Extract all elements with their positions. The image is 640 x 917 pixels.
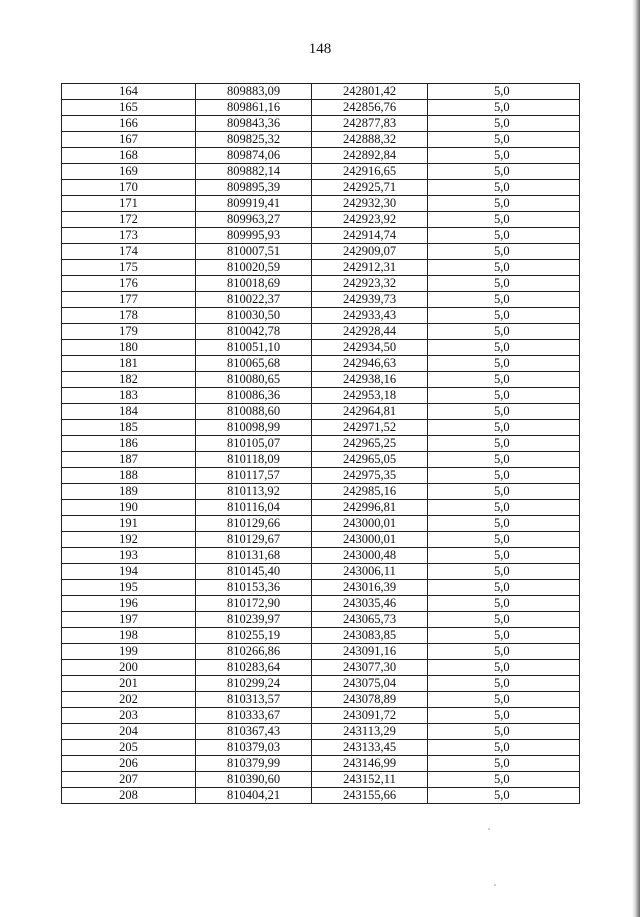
y-coordinate-cell: 242938,16 <box>312 372 428 388</box>
x-coordinate-cell: 810113,92 <box>196 484 312 500</box>
x-coordinate-cell: 810022,37 <box>196 292 312 308</box>
y-coordinate-cell: 242932,30 <box>312 196 428 212</box>
table-row <box>62 100 580 116</box>
table-row <box>62 196 580 212</box>
point-number-cell: 201 <box>62 676 196 692</box>
y-coordinate-cell: 242953,18 <box>312 388 428 404</box>
value-cell: 5,0 <box>428 740 580 756</box>
x-coordinate-cell: 810266,86 <box>196 644 312 660</box>
point-number-cell: 181 <box>62 356 196 372</box>
coordinates-table-body <box>62 84 580 804</box>
point-number-cell: 188 <box>62 468 196 484</box>
table-row <box>62 260 580 276</box>
value-cell: 5,0 <box>428 116 580 132</box>
table-row <box>62 452 580 468</box>
point-number-cell: 177 <box>62 292 196 308</box>
point-number-cell: 204 <box>62 724 196 740</box>
page-number: 148 <box>308 41 332 57</box>
value-cell: 5,0 <box>428 692 580 708</box>
x-coordinate-cell: 810145,40 <box>196 564 312 580</box>
value-cell: 5,0 <box>428 148 580 164</box>
y-coordinate-cell: 242925,71 <box>312 180 428 196</box>
point-number-cell: 196 <box>62 596 196 612</box>
table-row <box>62 772 580 788</box>
value-cell: 5,0 <box>428 372 580 388</box>
y-coordinate-cell: 242996,81 <box>312 500 428 516</box>
y-coordinate-cell: 242909,07 <box>312 244 428 260</box>
y-coordinate-cell: 243152,11 <box>312 772 428 788</box>
table-row <box>62 132 580 148</box>
value-cell: 5,0 <box>428 164 580 180</box>
table-row <box>62 596 580 612</box>
x-coordinate-cell: 810116,04 <box>196 500 312 516</box>
point-number-cell: 168 <box>62 148 196 164</box>
table-row <box>62 308 580 324</box>
y-coordinate-cell: 242965,05 <box>312 452 428 468</box>
y-coordinate-cell: 243006,11 <box>312 564 428 580</box>
scan-edge-shadow <box>632 0 640 917</box>
scan-speck <box>488 828 490 830</box>
x-coordinate-cell: 810153,36 <box>196 580 312 596</box>
table-row <box>62 516 580 532</box>
y-coordinate-cell: 242892,84 <box>312 148 428 164</box>
point-number-cell: 184 <box>62 404 196 420</box>
y-coordinate-cell: 243077,30 <box>312 660 428 676</box>
x-coordinate-cell: 810098,99 <box>196 420 312 436</box>
value-cell: 5,0 <box>428 196 580 212</box>
x-coordinate-cell: 810313,57 <box>196 692 312 708</box>
value-cell: 5,0 <box>428 100 580 116</box>
value-cell: 5,0 <box>428 436 580 452</box>
y-coordinate-cell: 242971,52 <box>312 420 428 436</box>
x-coordinate-cell: 810379,03 <box>196 740 312 756</box>
point-number-cell: 192 <box>62 532 196 548</box>
point-number-cell: 187 <box>62 452 196 468</box>
y-coordinate-cell: 243000,01 <box>312 532 428 548</box>
point-number-cell: 186 <box>62 436 196 452</box>
value-cell: 5,0 <box>428 516 580 532</box>
x-coordinate-cell: 810239,97 <box>196 612 312 628</box>
value-cell: 5,0 <box>428 212 580 228</box>
y-coordinate-cell: 242965,25 <box>312 436 428 452</box>
x-coordinate-cell: 810379,99 <box>196 756 312 772</box>
x-coordinate-cell: 810042,78 <box>196 324 312 340</box>
table-row <box>62 420 580 436</box>
table-row <box>62 788 580 804</box>
table-row <box>62 724 580 740</box>
y-coordinate-cell: 242939,73 <box>312 292 428 308</box>
point-number-cell: 206 <box>62 756 196 772</box>
value-cell: 5,0 <box>428 580 580 596</box>
x-coordinate-cell: 810118,09 <box>196 452 312 468</box>
point-number-cell: 199 <box>62 644 196 660</box>
x-coordinate-cell: 809874,06 <box>196 148 312 164</box>
table-row <box>62 244 580 260</box>
point-number-cell: 180 <box>62 340 196 356</box>
table-row <box>62 276 580 292</box>
x-coordinate-cell: 810088,60 <box>196 404 312 420</box>
table-row <box>62 628 580 644</box>
table-row <box>62 148 580 164</box>
x-coordinate-cell: 810051,10 <box>196 340 312 356</box>
x-coordinate-cell: 810333,67 <box>196 708 312 724</box>
value-cell: 5,0 <box>428 500 580 516</box>
x-coordinate-cell: 809995,93 <box>196 228 312 244</box>
point-number-cell: 194 <box>62 564 196 580</box>
y-coordinate-cell: 242923,92 <box>312 212 428 228</box>
y-coordinate-cell: 243065,73 <box>312 612 428 628</box>
table-row <box>62 564 580 580</box>
table-row <box>62 212 580 228</box>
y-coordinate-cell: 242933,43 <box>312 308 428 324</box>
value-cell: 5,0 <box>428 788 580 804</box>
x-coordinate-cell: 810007,51 <box>196 244 312 260</box>
value-cell: 5,0 <box>428 628 580 644</box>
value-cell: 5,0 <box>428 340 580 356</box>
x-coordinate-cell: 810129,67 <box>196 532 312 548</box>
point-number-cell: 202 <box>62 692 196 708</box>
x-coordinate-cell: 810030,50 <box>196 308 312 324</box>
x-coordinate-cell: 810131,68 <box>196 548 312 564</box>
y-coordinate-cell: 243113,29 <box>312 724 428 740</box>
y-coordinate-cell: 243035,46 <box>312 596 428 612</box>
x-coordinate-cell: 809861,16 <box>196 100 312 116</box>
table-row <box>62 612 580 628</box>
x-coordinate-cell: 809825,32 <box>196 132 312 148</box>
value-cell: 5,0 <box>428 244 580 260</box>
value-cell: 5,0 <box>428 132 580 148</box>
table-row <box>62 484 580 500</box>
x-coordinate-cell: 809919,41 <box>196 196 312 212</box>
table-row <box>62 372 580 388</box>
point-number-cell: 170 <box>62 180 196 196</box>
value-cell: 5,0 <box>428 228 580 244</box>
point-number-cell: 208 <box>62 788 196 804</box>
y-coordinate-cell: 242928,44 <box>312 324 428 340</box>
y-coordinate-cell: 243091,72 <box>312 708 428 724</box>
value-cell: 5,0 <box>428 484 580 500</box>
x-coordinate-cell: 810283,64 <box>196 660 312 676</box>
y-coordinate-cell: 243000,48 <box>312 548 428 564</box>
table-row <box>62 180 580 196</box>
point-number-cell: 164 <box>62 84 196 100</box>
value-cell: 5,0 <box>428 324 580 340</box>
x-coordinate-cell: 810299,24 <box>196 676 312 692</box>
value-cell: 5,0 <box>428 276 580 292</box>
x-coordinate-cell: 810086,36 <box>196 388 312 404</box>
x-coordinate-cell: 810390,60 <box>196 772 312 788</box>
x-coordinate-cell: 810255,19 <box>196 628 312 644</box>
y-coordinate-cell: 242914,74 <box>312 228 428 244</box>
table-row <box>62 740 580 756</box>
table-row <box>62 548 580 564</box>
value-cell: 5,0 <box>428 548 580 564</box>
y-coordinate-cell: 242975,35 <box>312 468 428 484</box>
value-cell: 5,0 <box>428 468 580 484</box>
table-row <box>62 644 580 660</box>
point-number-cell: 176 <box>62 276 196 292</box>
point-number-cell: 175 <box>62 260 196 276</box>
value-cell: 5,0 <box>428 452 580 468</box>
table-row <box>62 164 580 180</box>
point-number-cell: 178 <box>62 308 196 324</box>
x-coordinate-cell: 809882,14 <box>196 164 312 180</box>
y-coordinate-cell: 243075,04 <box>312 676 428 692</box>
point-number-cell: 190 <box>62 500 196 516</box>
point-number-cell: 207 <box>62 772 196 788</box>
value-cell: 5,0 <box>428 644 580 660</box>
value-cell: 5,0 <box>428 676 580 692</box>
y-coordinate-cell: 243078,89 <box>312 692 428 708</box>
y-coordinate-cell: 243000,01 <box>312 516 428 532</box>
table-row <box>62 500 580 516</box>
y-coordinate-cell: 243091,16 <box>312 644 428 660</box>
table-row <box>62 436 580 452</box>
table-row <box>62 660 580 676</box>
table-row <box>62 756 580 772</box>
value-cell: 5,0 <box>428 260 580 276</box>
x-coordinate-cell: 809963,27 <box>196 212 312 228</box>
point-number-cell: 200 <box>62 660 196 676</box>
point-number-cell: 195 <box>62 580 196 596</box>
value-cell: 5,0 <box>428 84 580 100</box>
point-number-cell: 182 <box>62 372 196 388</box>
point-number-cell: 191 <box>62 516 196 532</box>
table-row <box>62 468 580 484</box>
y-coordinate-cell: 242888,32 <box>312 132 428 148</box>
value-cell: 5,0 <box>428 660 580 676</box>
table-row <box>62 404 580 420</box>
table-row <box>62 532 580 548</box>
x-coordinate-cell: 810020,59 <box>196 260 312 276</box>
y-coordinate-cell: 242946,63 <box>312 356 428 372</box>
x-coordinate-cell: 810080,65 <box>196 372 312 388</box>
x-coordinate-cell: 810065,68 <box>196 356 312 372</box>
point-number-cell: 166 <box>62 116 196 132</box>
y-coordinate-cell: 242856,76 <box>312 100 428 116</box>
value-cell: 5,0 <box>428 756 580 772</box>
point-number-cell: 171 <box>62 196 196 212</box>
table-row <box>62 116 580 132</box>
y-coordinate-cell: 243146,99 <box>312 756 428 772</box>
point-number-cell: 189 <box>62 484 196 500</box>
point-number-cell: 165 <box>62 100 196 116</box>
table-row <box>62 676 580 692</box>
value-cell: 5,0 <box>428 596 580 612</box>
table-row <box>62 340 580 356</box>
x-coordinate-cell: 810129,66 <box>196 516 312 532</box>
y-coordinate-cell: 242801,42 <box>312 84 428 100</box>
y-coordinate-cell: 243016,39 <box>312 580 428 596</box>
x-coordinate-cell: 810367,43 <box>196 724 312 740</box>
y-coordinate-cell: 242923,32 <box>312 276 428 292</box>
table-row <box>62 228 580 244</box>
x-coordinate-cell: 809843,36 <box>196 116 312 132</box>
y-coordinate-cell: 242916,65 <box>312 164 428 180</box>
value-cell: 5,0 <box>428 564 580 580</box>
point-number-cell: 183 <box>62 388 196 404</box>
y-coordinate-cell: 243133,45 <box>312 740 428 756</box>
value-cell: 5,0 <box>428 708 580 724</box>
y-coordinate-cell: 242877,83 <box>312 116 428 132</box>
value-cell: 5,0 <box>428 612 580 628</box>
point-number-cell: 179 <box>62 324 196 340</box>
table-row <box>62 292 580 308</box>
point-number-cell: 174 <box>62 244 196 260</box>
y-coordinate-cell: 243083,85 <box>312 628 428 644</box>
table-row <box>62 356 580 372</box>
y-coordinate-cell: 242912,31 <box>312 260 428 276</box>
table-row <box>62 692 580 708</box>
x-coordinate-cell: 809883,09 <box>196 84 312 100</box>
x-coordinate-cell: 810105,07 <box>196 436 312 452</box>
x-coordinate-cell: 810117,57 <box>196 468 312 484</box>
point-number-cell: 173 <box>62 228 196 244</box>
x-coordinate-cell: 810018,69 <box>196 276 312 292</box>
value-cell: 5,0 <box>428 180 580 196</box>
y-coordinate-cell: 242964,81 <box>312 404 428 420</box>
table-row <box>62 324 580 340</box>
value-cell: 5,0 <box>428 420 580 436</box>
y-coordinate-cell: 242934,50 <box>312 340 428 356</box>
point-number-cell: 172 <box>62 212 196 228</box>
value-cell: 5,0 <box>428 292 580 308</box>
coordinates-table <box>61 83 580 804</box>
table-row <box>62 708 580 724</box>
point-number-cell: 167 <box>62 132 196 148</box>
table-row <box>62 388 580 404</box>
value-cell: 5,0 <box>428 532 580 548</box>
x-coordinate-cell: 810404,21 <box>196 788 312 804</box>
table-row <box>62 580 580 596</box>
y-coordinate-cell: 242985,16 <box>312 484 428 500</box>
point-number-cell: 185 <box>62 420 196 436</box>
point-number-cell: 198 <box>62 628 196 644</box>
point-number-cell: 197 <box>62 612 196 628</box>
point-number-cell: 205 <box>62 740 196 756</box>
value-cell: 5,0 <box>428 356 580 372</box>
value-cell: 5,0 <box>428 724 580 740</box>
x-coordinate-cell: 810172,90 <box>196 596 312 612</box>
value-cell: 5,0 <box>428 772 580 788</box>
value-cell: 5,0 <box>428 404 580 420</box>
point-number-cell: 193 <box>62 548 196 564</box>
value-cell: 5,0 <box>428 388 580 404</box>
point-number-cell: 169 <box>62 164 196 180</box>
x-coordinate-cell: 809895,39 <box>196 180 312 196</box>
scan-speck <box>494 884 496 886</box>
table-row <box>62 84 580 100</box>
value-cell: 5,0 <box>428 308 580 324</box>
point-number-cell: 203 <box>62 708 196 724</box>
y-coordinate-cell: 243155,66 <box>312 788 428 804</box>
